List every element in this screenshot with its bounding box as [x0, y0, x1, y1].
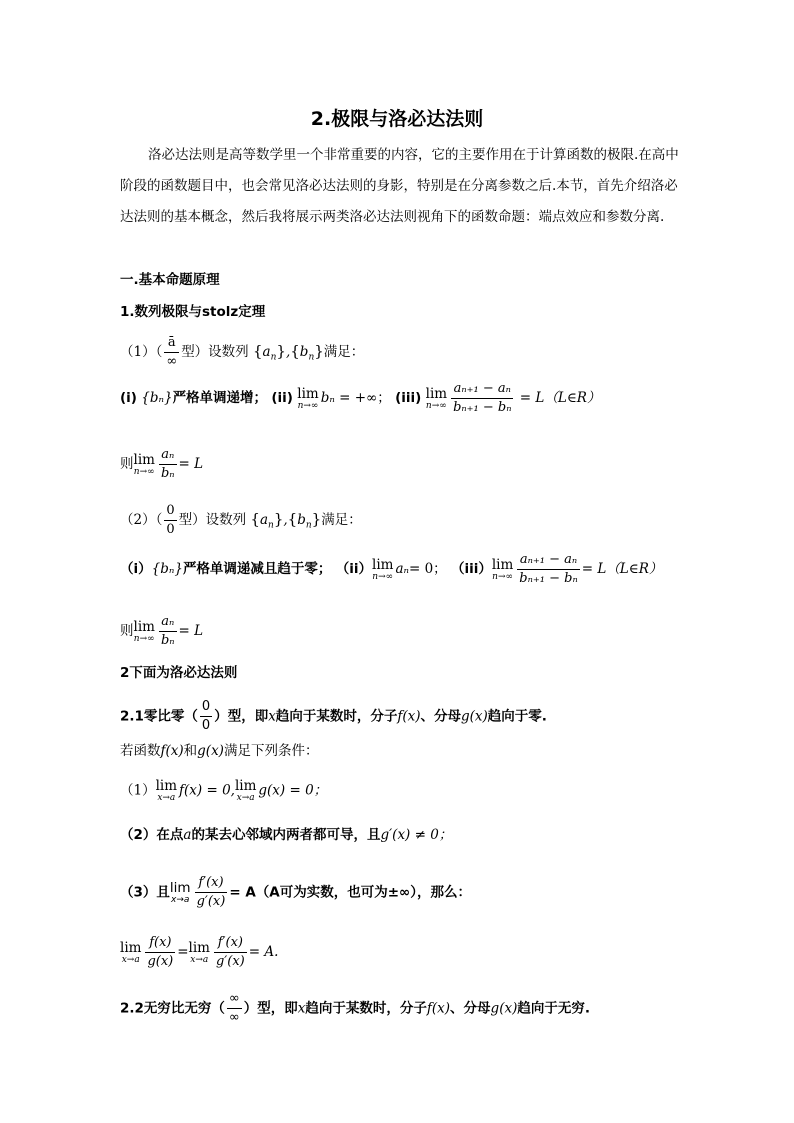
final-formula: lim x→a $\frac{f(x)}{g(x)}$ = lim x→a $\frac{f'(x)}{g'(x)}$ = A.: [120, 935, 279, 969]
subsection2-heading: 2下面为洛必达法则: [120, 665, 238, 681]
case1-fraction: $\frac{ā}{\infty}$: [166, 335, 178, 369]
case1-line: （1）（ $\frac{ā}{\infty}$ 型）设数列 $\{a_n\},\{b_n\}$满足：: [120, 335, 365, 369]
condition3-line: （3）且 lim x→a $\frac{f'(x)}{g'(x)}$ = A（A可为实数，也可为±∞），那么：: [120, 875, 472, 909]
rule22-line: 2.2无穷比无穷（ $\frac{\infty}{\infty}$ ）型，即x趋向于某数时，分子f(x)、分母g(x)趋向于无穷.: [120, 991, 590, 1025]
subsection-heading: 1.数列极限与stolz定理: [120, 304, 266, 320]
condition1-line: （1） lim x→a f(x) = 0, lim x→a g(x) = 0；: [120, 778, 328, 803]
if-function-line: 若函数f(x)和g(x)满足下列条件：: [120, 743, 319, 759]
case2-conditions: （i）{bₙ}严格单调递减且趋于零； （ii） lim n→∞ aₙ= 0； （iii） lim n→∞ $\frac{\text{aₙ₊₁ − aₙ}}{\text{bₙ₊₁ − bₙ}}$ = L（L∈R）: [120, 552, 663, 586]
section-heading: 一.基本命题原理: [120, 272, 220, 288]
case2-line: （2）（ $\frac{0}{0}$ 型）设数列 $\{a_n\},\{b_n\}$满足：: [120, 503, 362, 537]
rule21-line: 2.1零比零（ $\frac{0}{0}$ ）型，即x趋向于某数时，分子f(x)、分母g(x)趋向于零.: [120, 699, 547, 733]
condition2-line: （2）在点a的某去心邻域内两者都可导，且g′(x) ≠ 0；: [120, 827, 453, 843]
case1-result: 则 lim n→∞ $\frac{\text{aₙ}}{\text{bₙ}}$ = L: [120, 447, 204, 481]
case2-result: 则 lim n→∞ $\frac{\text{aₙ}}{\text{bₙ}}$ = L: [120, 614, 204, 648]
page-title: 2.极限与洛必达法则: [310, 108, 484, 130]
intro-paragraph: 洛必达法则是高等数学里一个非常重要的内容，它的主要作用在于计算函数的极限.在高中阶段的函数题目中，也会常见洛必达法则的身影，特别是在分离参数之后.本节，首先介绍洛必达法则的基本概念，然后我将展示两类洛必达法则视角下的函数命题：端点效应和参数分离.: [120, 147, 679, 225]
case1-conditions: (i) {bₙ}严格单调递增； (ii) lim n→∞ bₙ = +∞； (iii) lim n→∞ $\frac{\text{aₙ₊₁ − aₙ}}{\text{bₙ₊₁ − bₙ}}$ = L（L∈R）: [120, 381, 601, 415]
